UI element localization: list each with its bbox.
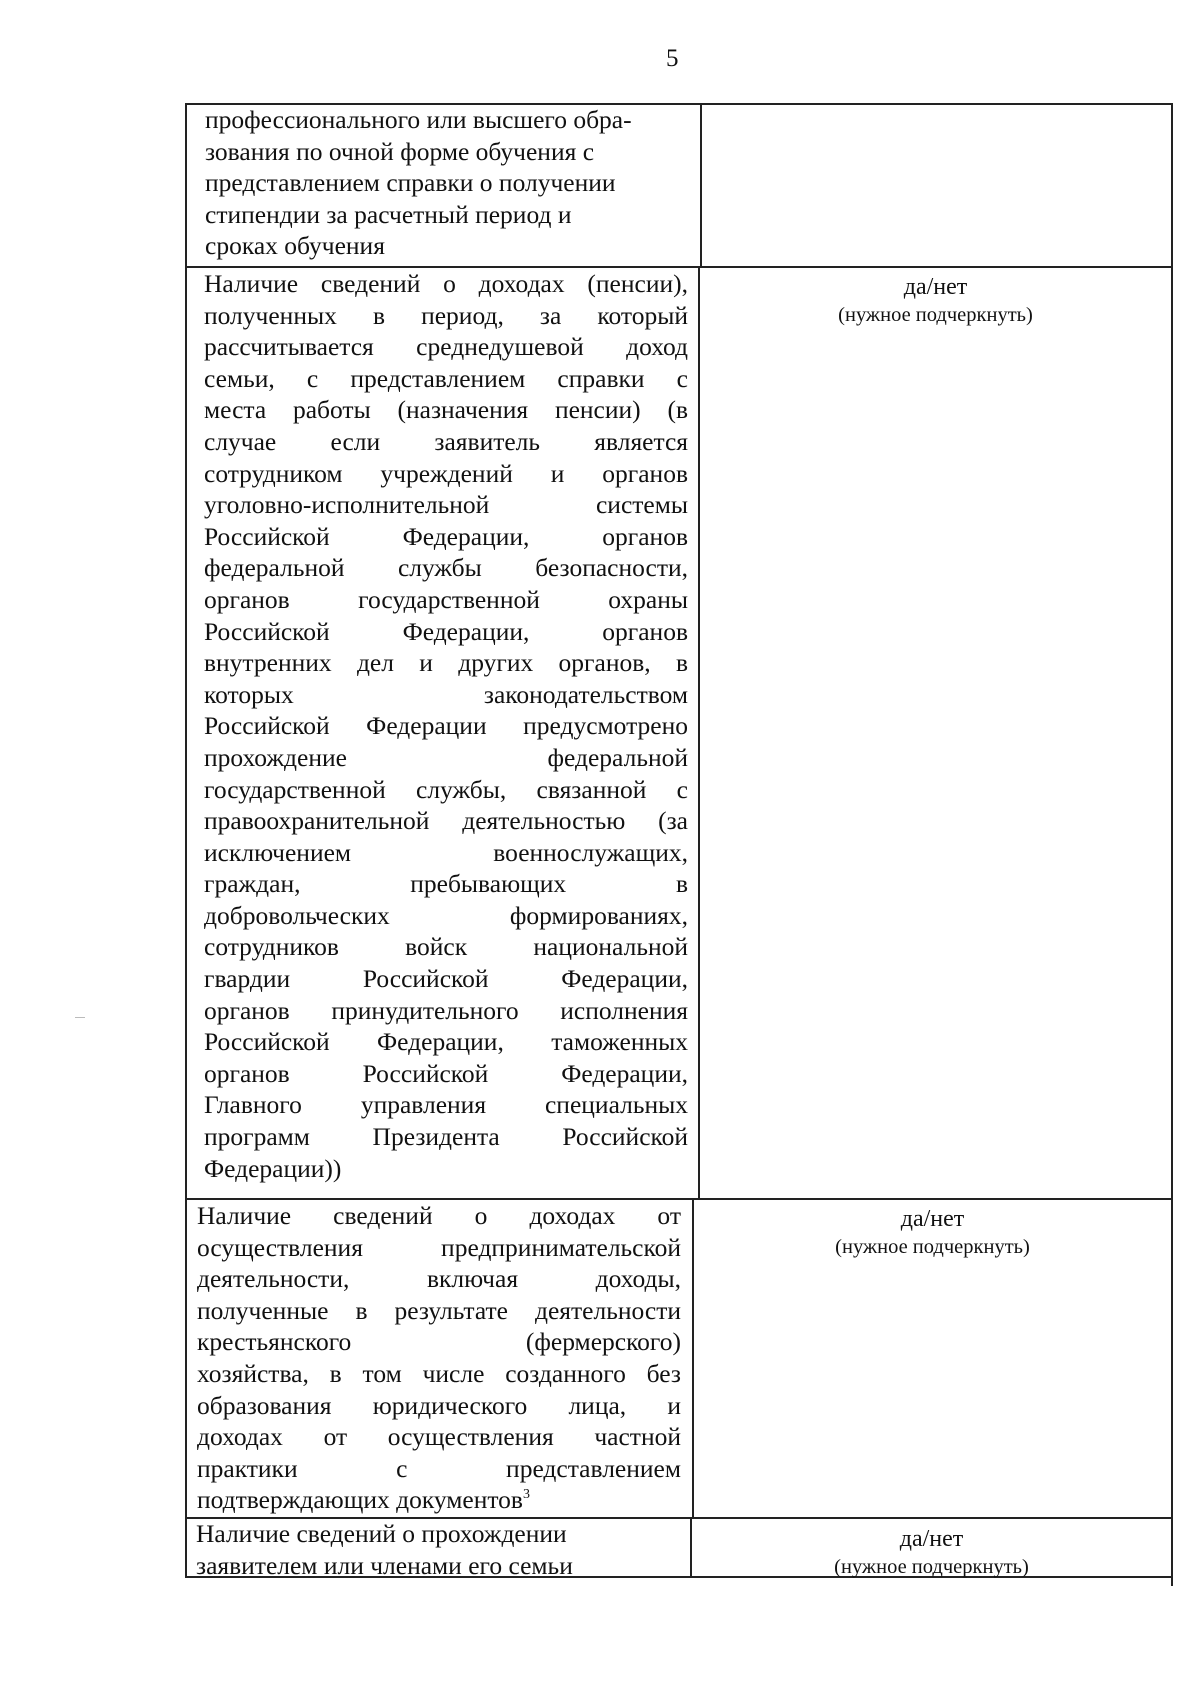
text-line: Российской Федерации, таможенных	[204, 1027, 688, 1057]
text-line: Главного управления специальных	[204, 1090, 688, 1120]
text-line: сотрудников войск национальной	[204, 932, 688, 962]
text-line: подтверждающих документов	[197, 1485, 523, 1515]
text-line: программ Президента Российской	[204, 1122, 688, 1152]
table-row-4-right-cell	[692, 1524, 1171, 1580]
text-line: хозяйства, в том числе созданного без	[197, 1358, 681, 1388]
table-column-divider-2	[698, 266, 700, 1200]
text-line: органов государственной охраны	[204, 584, 688, 614]
text-line: заявителем или членами его семьи	[196, 1550, 573, 1580]
text-line: зования по очной форме обучения с	[205, 136, 595, 166]
text-line: доходах от осуществления частной	[197, 1422, 681, 1452]
answer-hint: (нужное подчеркнуть)	[835, 1236, 1030, 1258]
text-line: Российской Федерации предусмотрено	[204, 711, 688, 741]
answer-choice: да/нет	[903, 274, 968, 300]
text-line: Российской Федерации, органов	[204, 521, 688, 551]
text-line: Российской Федерации, органов	[204, 616, 688, 646]
table-row-3-right-cell	[694, 1204, 1171, 1260]
text-line: практики с представлением	[197, 1453, 681, 1483]
text-line: органов Российской Федерации,	[204, 1058, 688, 1088]
text-line: уголовно-исполнительной системы	[204, 490, 688, 520]
text-line: Федерации))	[204, 1153, 342, 1183]
text-line: федеральной службы безопасности,	[204, 553, 688, 583]
text-line: Наличие сведений о доходах (пенсии),	[204, 269, 688, 298]
answer-hint: (нужное подчеркнуть)	[838, 304, 1033, 326]
text-line: добровольческих формированиях,	[204, 900, 688, 930]
text-line: которых законодательством	[204, 679, 688, 709]
text-line: исключением военнослужащих,	[204, 837, 688, 867]
text-line: крестьянского (фермерского)	[197, 1327, 681, 1357]
table-border-left	[185, 103, 187, 1576]
table-row-2-left-cell	[204, 268, 688, 1184]
table-border-right	[1171, 105, 1173, 1586]
text-line: деятельности, включая доходы,	[197, 1264, 681, 1294]
text-line: образования юридического лица, и	[197, 1390, 681, 1420]
text-line: места работы (назначения пенсии) (в	[204, 395, 688, 425]
text-line: граждан, пребывающих в	[204, 869, 688, 899]
answer-choice: да/нет	[899, 1526, 964, 1552]
text-line: профессионального или высшего обра-	[205, 105, 632, 134]
text-line: осуществления предпринимательской	[197, 1232, 681, 1262]
text-line: сотрудником учреждений и органов	[204, 458, 688, 488]
text-line: стипендии за расчетный период и	[205, 199, 572, 229]
text-line: прохождение федеральной	[204, 742, 688, 772]
text-line: представлением справки о получении	[205, 168, 616, 198]
answer-choice: да/нет	[900, 1206, 965, 1232]
table-row-1-right-cell	[702, 106, 1171, 266]
text-line: полученные в результате деятельности	[197, 1295, 681, 1325]
page-number: 5	[666, 45, 679, 72]
text-line: Наличие сведений о доходах от	[197, 1201, 681, 1230]
table-row-1-left-cell	[205, 104, 691, 262]
text-line-with-footnote	[197, 1484, 681, 1516]
footnote-mark: 3	[522, 1487, 530, 1503]
text-line: правоохранительной деятельностью (за	[204, 806, 688, 836]
text-line: сроках обучения	[205, 231, 385, 261]
text-line: внутренних дел и других органов, в	[204, 648, 688, 678]
text-line: рассчитывается среднедушевой доход	[204, 332, 688, 362]
text-line: органов принудительного исполнения	[204, 995, 688, 1025]
text-line: полученных в период, за который	[204, 300, 688, 330]
text-line: Наличие сведений о прохождении	[196, 1519, 567, 1548]
table-row-3-left-cell	[197, 1200, 681, 1516]
scan-artifact	[75, 1017, 85, 1018]
answer-hint: (нужное подчеркнуть)	[834, 1556, 1029, 1578]
text-line: гвардии Российской Федерации,	[204, 964, 688, 994]
text-line: семьи, с представлением справки с	[204, 363, 688, 393]
text-line: государственной службы, связанной с	[204, 774, 688, 804]
table-row-2-right-cell	[700, 272, 1171, 328]
text-line: случае если заявитель является	[204, 426, 688, 456]
table-row-4-left-cell	[196, 1518, 682, 1581]
